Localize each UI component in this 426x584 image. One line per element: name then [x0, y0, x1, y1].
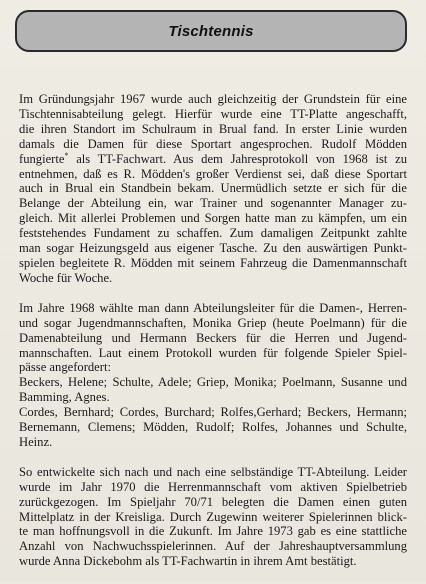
footnote-marker: *	[64, 150, 69, 160]
text-line: Mittelplatz in der Kreisliga. Durch Zugewinn weiterer Spielerinnen blick-	[19, 509, 407, 524]
text-line: Damenabteilung und Hermann Beckers für die Herren und Jugend-	[19, 330, 407, 345]
text-line: Im Jahre 1968 wählte man dann Abteilungsleiter für die Damen-, Herren-	[19, 300, 407, 315]
text-line: zurückgezogen. Im Spieljahr 70/71 belegten die Damen einen guten	[19, 494, 407, 509]
text-line: fungierte* als TT-Fachwart. Aus dem Jahresprotokoll von 1968 ist zu	[19, 150, 407, 166]
text-line: die ihren Standort im Schulraum in Brual fand. In erster Linie wurden	[19, 121, 407, 136]
text-line: mannschaften. Laut einem Protokoll wurden für folgende Spieler Spiel-	[19, 345, 407, 360]
text-line: Bamming, Agnes.	[19, 390, 110, 405]
text-line: Beckers, Helene; Schulte, Adele; Griep, Monika; Poelmann, Susanne und	[19, 375, 407, 390]
text-line: gleich. Mit allerlei Problemen und Sorgen hatte man zu kämpfen, um ein	[19, 211, 407, 226]
text-line: te man hoffnungsvoll in die Zukunft. Im Jahre 1973 gab es eine stattliche	[19, 524, 407, 539]
paragraph-department-leaders	[19, 301, 407, 450]
text-line: pässe angefordert:	[19, 360, 111, 375]
paragraph-founding	[19, 92, 407, 286]
text-line: Cordes, Bernhard; Cordes, Burchard; Rolfes,Gerhard; Beckers, Hermann;	[19, 405, 407, 420]
page-title: Tischtennis	[168, 22, 254, 40]
text-line: damals die Damen für diese Sportart angesprochen. Rudolf Mödden	[19, 136, 407, 151]
text-line: spielen begleitete R. Mödden mit seinem Fahrzeug die Damenmannschaft	[19, 255, 407, 270]
text-line: feststehendes Fundament zu schaffen. Zum damaligen Zeitpunkt zahlte	[19, 226, 407, 241]
text-line: auch in Brual ein Standbein bekam. Unermüdlich setzte er sich für die	[19, 181, 407, 196]
paragraph-development	[19, 465, 407, 569]
text-line: So entwickelte sich nach und nach eine selbständige TT-Abteilung. Leider	[19, 464, 407, 479]
text-line: und sogar Jugendmannschaften, Monika Griep (heute Poelmann) für die	[19, 315, 407, 330]
text-line: Heinz.	[19, 434, 53, 449]
text-line: Anzahl von Nachwuchsspielerinnen. Auf der Jahreshauptversammlung	[19, 539, 407, 554]
text-line: Bernemann, Clemens; Mödden, Rudolf; Rolfes, Johannes und Schulte,	[19, 420, 407, 435]
text-line: Belange der Abteilung ein, war Trainer und sogenannter Manager zu-	[19, 196, 407, 211]
text-line: Tischtennisabteilung gelegt. Hierfür wurde eine TT-Platte angeschafft,	[19, 106, 407, 121]
text-line: wurde Anna Dickebohm als TT-Fachwartin in ihrem Amt bestätigt.	[19, 554, 357, 569]
title-banner	[15, 10, 407, 52]
text-line: Woche für Woche.	[19, 270, 113, 285]
article-body	[19, 92, 407, 584]
text-line: entnehmen, daß es R. Mödden's großer Verdienst sei, daß diese Sportart	[19, 166, 407, 181]
text-line: man sogar Heizungsgeld aus eigener Tasche. Zu den auswärtigen Punkt-	[19, 241, 407, 256]
text-line: wurde im Jahr 1970 die Herrenmannschaft vom aktiven Spielbetrieb	[19, 479, 407, 494]
text-line: Im Gründungsjahr 1967 wurde auch gleichzeitig der Grundstein für eine	[19, 92, 407, 106]
